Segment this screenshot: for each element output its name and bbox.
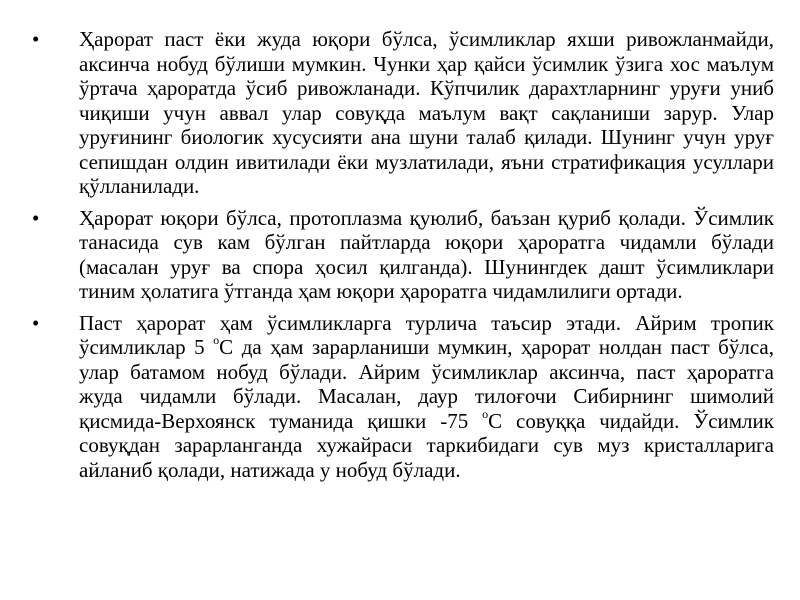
bullet-item-2 — [32, 206, 774, 304]
bullet-item-1 — [32, 27, 774, 199]
bullet-icon: • — [32, 310, 40, 335]
bullet-text-3-part-2: С да ҳам зарарланиши мумкин, ҳарорат нолдан паст бўлса, улар батамом нобуд бўлади. Айрим ўсимликлар аксинча, паст ҳароратга жуда чидамли бўлади. Масалан, даур тилоғочи Сибирнинг шимолий қисмида-Верхоянск туманида қишки -75 — [79, 335, 774, 433]
bullet-icon: • — [32, 27, 40, 51]
bullet-text-3-part-3: С совуққа чидайди. Ўсимлик совуқдан зарарланганда хужайраси таркибидаги сув муз кристалларига айланиб қолади, натижада у нобуд бўлади. — [79, 408, 774, 482]
degree-superscript-2: о — [482, 406, 489, 421]
bullet-icon: • — [32, 205, 40, 230]
bullet-text-3-part-1: Паст ҳарорат ҳам ўсимликларга турлича таъсир этади. Айрим тропик ўсимликлар 5 — [79, 310, 774, 359]
bullet-item-3 — [32, 311, 774, 483]
bullet-list — [32, 27, 774, 482]
bullet-text-1: Ҳарорат паст ёки жуда юқори бўлса, ўсимликлар яхши ривожланмайди, аксинча нобуд бўлиши мумкин. Чунки ҳар қайси ўсимлик ўзига хос маълум ўртача ҳароратда ўсиб ривожланади. Кўпчилик дарахтларнинг уруғи униб чиқиши учун аввал улар совуқда маълум вақт сақланиши зарур. Улар уруғининг биологик хусусияти ана шуни талаб қилади. Шунинг учун уруғ сепишдан олдин ивитилади ёки музлатилади, яъни стратификация усуллари қўлланилади. — [79, 27, 774, 198]
bullet-text-3 — [79, 311, 774, 482]
degree-superscript-1: о — [213, 333, 220, 347]
bullet-text-2: Ҳарорат юқори бўлса, протоплазма қуюлиб, баъзан қуриб қолади. Ўсимлик танасида сув кам бўлган пайтларда юқори ҳароратга чидамли бўлади (масалан уруғ ва спора ҳосил қилганда). Шунингдек дашт ўсимликлари тиним ҳолатига ўтганда ҳам юқори ҳароратга чидамлилиги ортади. — [79, 205, 774, 303]
